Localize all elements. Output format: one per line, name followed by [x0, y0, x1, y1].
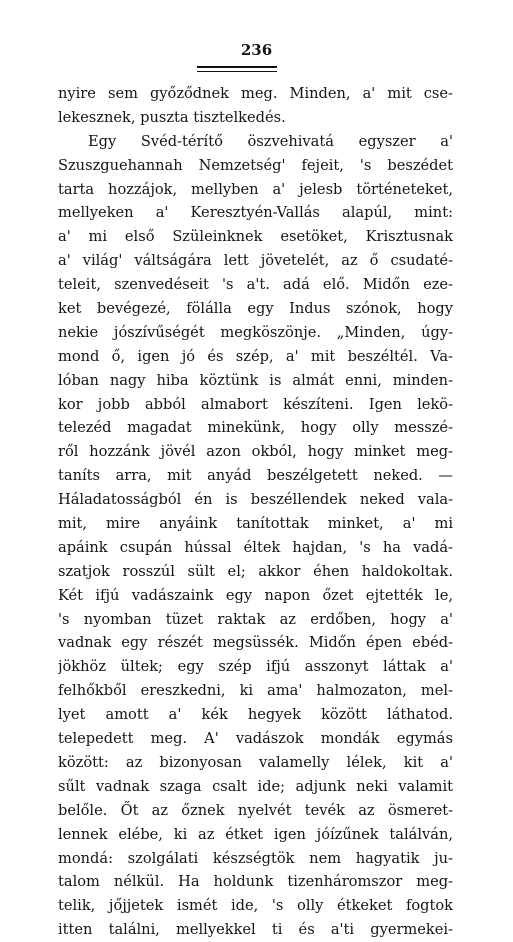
page-number: 236 [240, 41, 273, 59]
text-line: szatjok rosszúl sült el; akkor éhen haldokoltak. [58, 562, 453, 580]
text-line: a' világ' váltságára lett jövetelét, az ő csudaté- [58, 252, 453, 270]
text-line: telepedett meg. A' vadászok mondák egymás [58, 730, 453, 748]
body-text [58, 82, 453, 942]
text-line: felhőkből ereszkedni, ki ama' halmozaton, mel- [58, 682, 453, 700]
text-line: mondá: szolgálati készségtök nem hagyatik ju- [58, 849, 453, 867]
text-line: Háladatosságból én is beszéllendek neked vala- [58, 491, 453, 509]
text-line: telik, jőjjetek ismét ide, 's olly étkeket fogtok [58, 897, 453, 915]
text-line: 's nyomban tüzet raktak az erdőben, hogy a' [58, 610, 453, 628]
text-line: taníts arra, mit anyád beszélgetett neked. — [58, 467, 453, 485]
text-line: kor jobb abból almabort készíteni. Igen lekö- [58, 395, 453, 413]
text-line: Szuszguehannah Nemzetség' fejeit, 's beszédet [58, 156, 453, 174]
text-line: nyire sem győződnek meg. Minden, a' mit cse- [58, 85, 453, 102]
text-line: vadnak egy részét megsüssék. Midőn épen ebéd- [58, 634, 453, 652]
text-line: lekesznek, puszta tisztelkedés. [58, 108, 286, 126]
text-line: teleit, szenvedéseit 's a't. adá elő. Midőn eze- [58, 276, 453, 294]
text-line: a' mi első Szüleinknek esetöket, Krisztusnak [58, 228, 453, 246]
text-line: Két ifjú vadászaink egy napon őzet ejtették le, [58, 586, 453, 604]
text-line: mond ő, igen jó és szép, a' mit beszéltél. Va- [58, 347, 453, 365]
text-line: tarta hozzájok, mellyben a' jelesb történeteket, [58, 180, 453, 198]
text-line: itten találni, mellyekkel ti és a'ti gyermekei- [58, 921, 453, 939]
text-line: lyet amott a' kék hegyek között láthatod. [58, 706, 453, 724]
text-line: nekie jószívűségét megköszönje. „Minden, úgy- [58, 323, 453, 341]
text-line: ket bevégezé, fölálla egy Indus szónok, hogy [58, 300, 453, 318]
text-line: lennek elébe, ki az étket igen jóízűnek találván, [58, 825, 453, 843]
text-line: jökhöz ültek; egy szép ifjú asszonyt láttak a' [58, 658, 453, 676]
text-line: apáink csupán hússal éltek hajdan, 's ha vadá- [58, 538, 453, 556]
text-line: belőle. Őt az őznek nyelvét tevék az ösmeret- [58, 801, 453, 819]
text-line: Egy Svéd-térítő öszvehivatá egyszer a' [88, 132, 453, 150]
header-rule-thin [197, 71, 277, 72]
text-line: ről hozzánk jövél azon okból, hogy minket meg- [58, 443, 453, 461]
header-rule [197, 66, 277, 68]
text-line: mellyeken a' Keresztyén-Vallás alapúl, mint: [58, 204, 453, 222]
text-line: mit, mire anyáink tanítottak minket, a' mi [58, 515, 453, 533]
text-line: között: az bizonyosan valamelly lélek, kit a' [58, 753, 453, 771]
text-line: talom nélkül. Ha holdunk tizenháromszor meg- [58, 873, 453, 891]
text-line: sűlt vadnak szaga csalt ide; adjunk neki valamit [58, 777, 453, 795]
text-line: telezéd magadat minekünk, hogy olly messzé- [58, 419, 453, 437]
text-line: lóban nagy hiba köztünk is almát enni, minden- [58, 371, 453, 389]
